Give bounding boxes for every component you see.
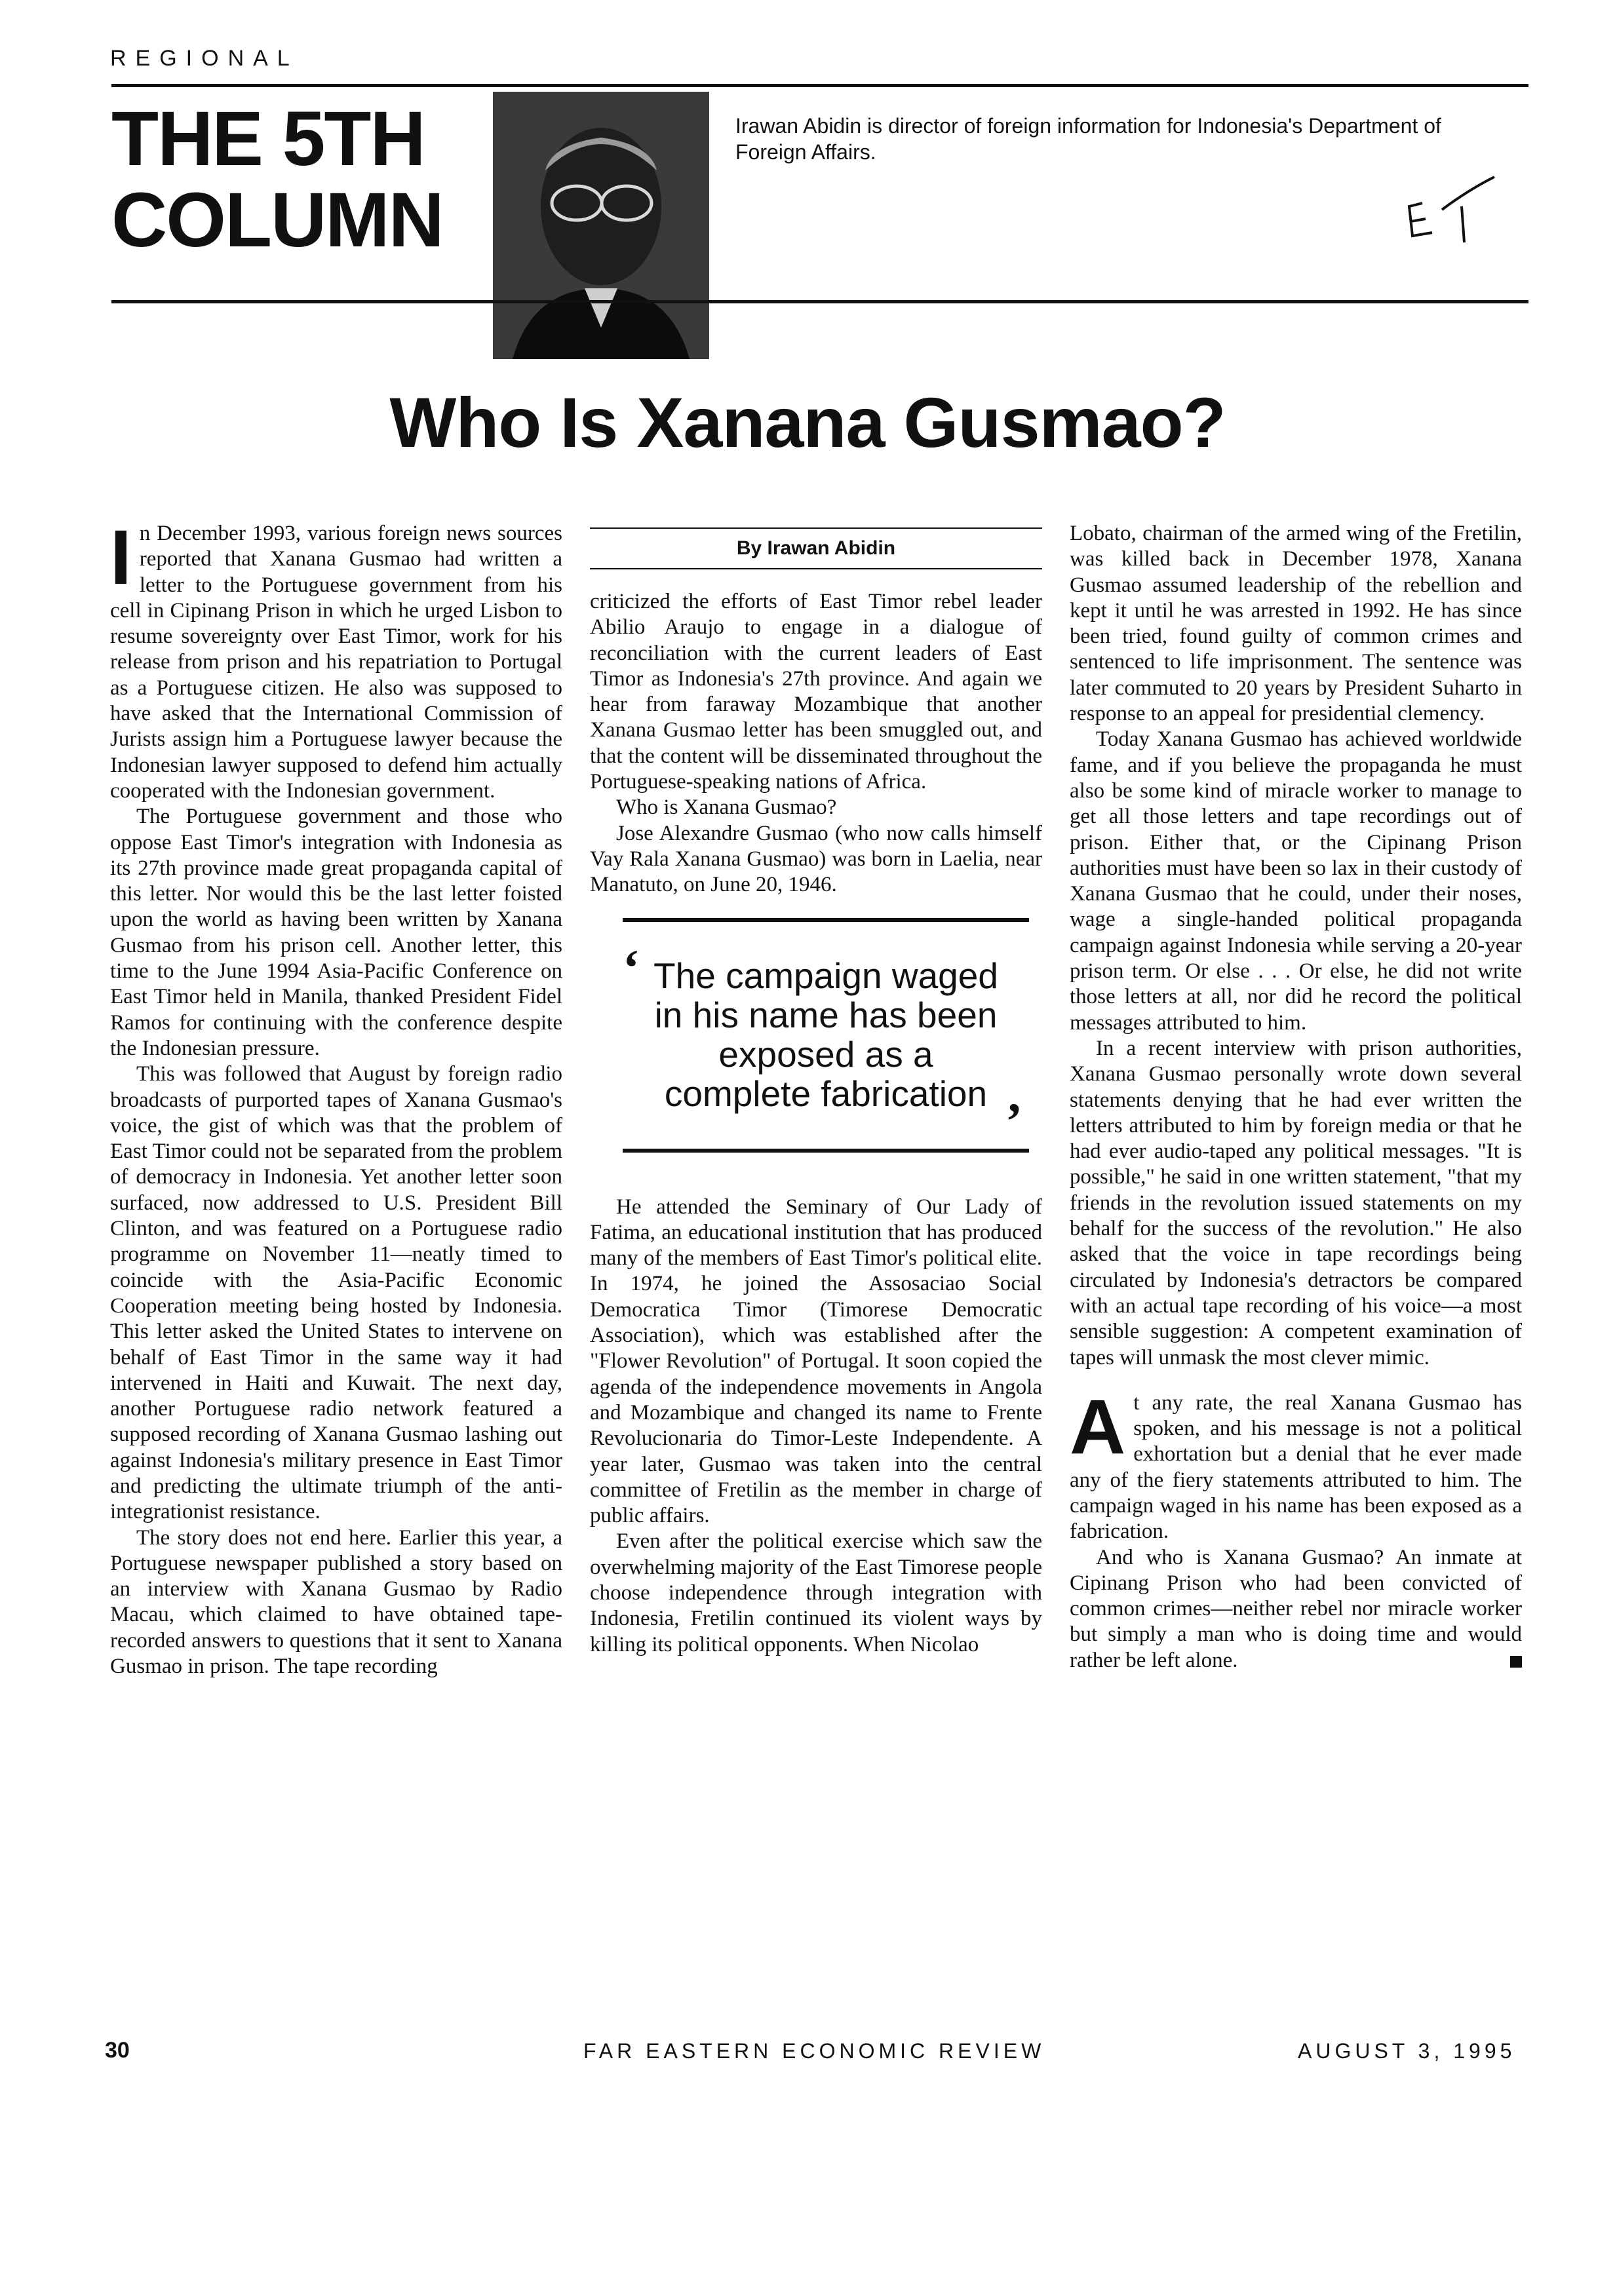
paragraph: Jose Alexandre Gusmao (who now calls himself Vay Rala Xanana Gusmao) was born in Laelia, near Manatuto, on June 20, 1946. (590, 821, 1042, 897)
publication-name: FAR EASTERN ECONOMIC REVIEW (583, 2039, 1045, 2063)
paragraph: Who is Xanana Gusmao? (616, 795, 837, 820)
byline: By Irawan Abidin (590, 527, 1042, 569)
pull-quote-text: The campaign waged in his name has been exposed as a complete fabrication (653, 955, 998, 1114)
page-number: 30 (105, 2038, 130, 2063)
handwritten-initials-mark (1396, 170, 1514, 269)
paragraph: The story does not end here. Earlier this year, a Portuguese newspaper published a story based on an interview with Xanana Gusmao by Radio Macau, which claimed to have obtained tape-recorded answers to questions that it sent to Xanana Gusmao in prison. The tape recording (110, 1525, 562, 1679)
paragraph: Today Xanana Gusmao has achieved worldwide fame, and if you believe the propaganda he must also be some kind of miracle worker to manage to get all those letters and tape recordings out of prison. Either that, or the Cipinang Prison authorities must have been so lax in their custody of Xanana Gusmao that he could, under their noses, wage a single-handed political propaganda campaign against Indonesia while serving a 20-year prison term. Or else . . . Or else, he did not write those letters at all, nor did he record the political messages attributed to him. (1070, 727, 1522, 1035)
issue-date: AUGUST 3, 1995 (1298, 2039, 1516, 2063)
drop-cap: I (110, 514, 132, 601)
article-column-1 (110, 514, 562, 1679)
end-of-article-icon (1510, 1656, 1522, 1668)
header-rule-top (111, 84, 1528, 87)
open-quote-icon: ‘ (623, 938, 640, 996)
column-title-line1: THE 5TH (111, 96, 425, 182)
header-rule-bottom (111, 300, 1528, 303)
pull-quote (623, 918, 1029, 1153)
section-label: REGIONAL (110, 46, 299, 71)
column-bio: Irawan Abidin is director of foreign information for Indonesia's Department of Foreign Affairs. (735, 114, 1441, 164)
article-column-3 (1070, 521, 1522, 1674)
drop-cap: A (1070, 1383, 1126, 1470)
paragraph: In a recent interview with prison authorities, Xanana Gusmao personally wrote down several statements denying that he had ever written the letters attributed to him by foreign media or that he had ever audio-taped any political messages. "It is possible," he said in one written statement, "that my friends in the revolution issued statements on my behalf for the success of the revolution." He also asked that the voice in tape recordings being circulated by Indonesia's detractors be compared with an actual tape recording of his voice—a most sensible suggestion: A competent examination of tapes will unmask the most clever mimic. (1070, 1036, 1522, 1369)
paragraph: The Portuguese government and those who oppose East Timor's integration with Indonesia as its 27th province made great propaganda capital of this letter. Nor would this be the last letter foisted upon the world as having been written by Xanana Gusmao from his prison cell. Another letter, this time to the June 1994 Asia-Pacific Conference on East Timor held in Manila, thanked President Fidel Ramos for continuing with the conference despite the Indonesian pressure. (110, 805, 562, 1060)
paragraph: criticized the efforts of East Timor rebel leader Abilio Araujo to engage in a dialogue of reconciliation with the current leaders of East Timor as Indonesia's 27th province. And again we hear from faraway Mozambique that another Xanana Gusmao letter has been smuggled out, and that the content will be disseminated throughout the Portuguese-speaking nations of Africa. (590, 590, 1042, 794)
column-title (111, 98, 485, 261)
paragraph: He attended the Seminary of Our Lady of Fatima, an educational institution that has produced many of the members of East Timor's political elite. In 1974, he joined the Assosaciao Social Democratica Timor (Timorese Democratic Association), which was established after the "Flower Revolution" of Portugal. It soon copied the agenda of the independence movements in Angola and Mozambique and changed its name to Frente Revolucionaria do Timor-Leste Independente. A year later, Gusmao was taken into the central committee of Fretilin as the member in charge of public affairs. (590, 1195, 1042, 1528)
paragraph: And who is Xanana Gusmao? An inmate at Cipinang Prison who had been convicted of common crimes—neither rebel nor miracle worker but simply a man who is doing time and would rather be left alone. (1070, 1545, 1522, 1672)
column-title-line2: COLUMN (111, 177, 443, 263)
paragraph: Lobato, chairman of the armed wing of the Fretilin, was killed back in December 1978, Xanana Gusmao assumed leadership of the rebellion and kept it until he was arrested in 1992. He has since been tried, found guilty of common crimes and sentenced to life imprisonment. The sentence was later commuted to 20 years by President Suharto in response to an appeal for presidential clemency. (1070, 522, 1522, 726)
paragraph: In December 1993, various foreign news sources reported that Xanana Gusmao had written a letter to the Portuguese government from his cell in Cipinang Prison in which he urged Lisbon to resume sovereignty over East Timor, work for his release from prison and his repatriation to Portugal as a Portuguese citizen. He also was supposed to have asked that the International Commission of Jurists assign him a Portuguese lawyer because the Indonesian lawyer supposed to defend him actually cooperated with the Indonesian government. (110, 514, 562, 803)
article-headline: Who Is Xanana Gusmao? (389, 383, 1226, 462)
pull-quote-body (623, 938, 1029, 1149)
paragraph: At any rate, the real Xanana Gusmao has spoken, and his message is not a political exhortation but a denial that he ever made any of the fiery statements attributed to him. The campaign waged in his name has been exposed as a fabrication. (1070, 1383, 1522, 1544)
paragraph: Even after the political exercise which saw the overwhelming majority of the East Timorese people choose independence through integration with Indonesia, Fretilin continued its violent ways by killing its political opponents. When Nicolao (590, 1529, 1042, 1656)
paragraph: This was followed that August by foreign radio broadcasts of purported tapes of Xanana Gusmao's voice, the gist of which was that the problem of East Timor could not be separated from the problem of democracy in Indonesia. Yet another letter soon surfaced, now addressed to U.S. President Bill Clinton, and was featured on a Portuguese radio programme on November 11—neatly timed to coincide with the Asia-Pacific Economic Cooperation meeting being hosted by Indonesia. This letter asked the United States to intervene on behalf of East Timor in the same way it had intervened in Haiti and Kuwait. The next day, another Portuguese radio network featured a supposed recording of Xanana Gusmao lashing out against Indonesia's military presence in East Timor and predicting the ultimate triumph of the anti-integrationist resistance. (110, 1062, 562, 1524)
close-quote-icon: ’ (1005, 1092, 1022, 1149)
author-photo (493, 92, 709, 359)
article-column-2 (590, 521, 1042, 1658)
